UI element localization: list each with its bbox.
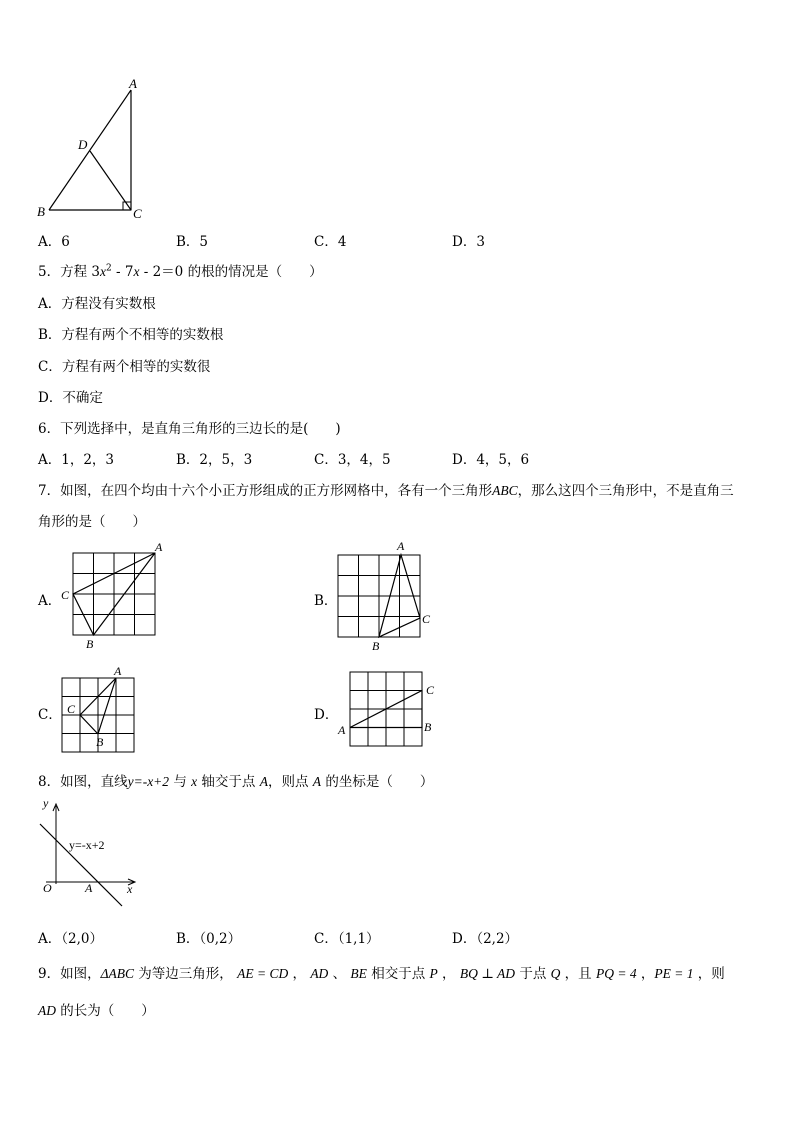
label-C: C: [133, 206, 142, 221]
q8-line-label: y=-x+2: [69, 838, 105, 852]
q7-option-d-label: D．: [314, 707, 339, 723]
q5-stem: 5．方程 $3x^2 - 7x - 2=0$ 的根的情况是（ ）: [38, 263, 323, 280]
q8-label-x: x: [127, 882, 133, 896]
q7-grid-a: [58, 538, 168, 653]
q7d-label-B: B: [424, 720, 432, 734]
q7-option-b-label: B．: [314, 593, 338, 609]
q6-option-d: D．4，5，6: [452, 452, 530, 468]
q4-triangle-figure: [30, 72, 150, 227]
q8-line-graph: [36, 794, 146, 910]
q7c-label-C: C: [67, 702, 76, 716]
q6-option-b: B．2，5，3: [176, 452, 253, 468]
q4-option-a: A．6: [38, 234, 70, 250]
q7-option-a-label: A．: [38, 593, 62, 609]
q8-option-a: A．（2,0）: [38, 931, 103, 947]
q7a-label-B: B: [86, 637, 94, 651]
q7b-label-A: A: [397, 539, 405, 553]
q7c-label-A: A: [114, 664, 122, 678]
q4-option-d: D．3: [452, 234, 485, 250]
q8-option-b: B．（0,2）: [176, 931, 242, 947]
q8-option-c: C．（1,1）: [314, 931, 380, 947]
q9-stem-line1: 9．如图，ΔABC 为等边三角形， AE = CD ， AD 、 BE 相交于点 P ， BQ ⊥ AD 于点 Q ，且 PQ = 4 ，PE = 1 ，则: [38, 966, 725, 982]
q7d-label-C: C: [426, 683, 435, 697]
q4-option-b: B．5: [176, 234, 209, 250]
q8-label-y: y: [43, 796, 49, 810]
q6-option-c: C．3，4，5: [314, 452, 391, 468]
label-D: D: [78, 137, 88, 152]
q7-option-c-label: C．: [38, 707, 62, 723]
label-B: B: [37, 204, 45, 219]
label-A: A: [129, 76, 137, 91]
q7d-label-A: A: [338, 723, 346, 737]
q7b-label-B: B: [372, 639, 380, 653]
q8-label-origin: O: [43, 881, 52, 895]
q8-stem: 8．如图，直线y=-x+2 与 x 轴交于点 A，则点 A 的坐标是（ ）: [38, 774, 434, 790]
q6-option-a: A．1，2，3: [38, 452, 115, 468]
q7-grid-d: [336, 664, 446, 754]
q7-stem-line1: 7．如图，在四个均由十六个小正方形组成的正方形网格中，各有一个三角形ABC，那么这四个三角形中，不是直角三: [38, 483, 734, 499]
q5-option-b: B．方程有两个不相等的实数根: [38, 327, 224, 343]
q7a-label-A: A: [155, 540, 163, 554]
q7-grid-b: [326, 538, 441, 653]
q9-stem-line2: AD 的长为（ ）: [38, 1003, 155, 1019]
q7-grid-c: [56, 662, 146, 757]
q5-option-d: D．不确定: [38, 390, 103, 406]
q7-stem-line2: 角形的是（ ）: [38, 514, 146, 530]
q6-stem: 6．下列选择中，是直角三角形的三边长的是( ): [38, 421, 341, 437]
q8-option-d: D．（2,2）: [452, 931, 519, 947]
q5-option-c: C．方程有两个相等的实数很: [38, 359, 211, 375]
q8-label-A: A: [85, 881, 93, 895]
q7b-label-C: C: [422, 612, 431, 626]
q7c-label-B: B: [96, 735, 104, 749]
q5-option-a: A．方程没有实数根: [38, 296, 156, 312]
q7a-label-C: C: [61, 588, 70, 602]
q4-option-c: C．4: [314, 234, 347, 250]
